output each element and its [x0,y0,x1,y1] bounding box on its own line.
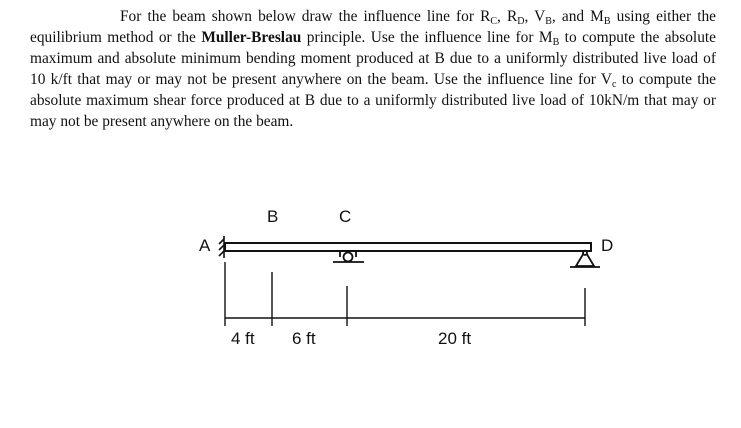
dimension-6ft: 6 ft [292,329,316,348]
problem-text-1: For the beam shown below draw the influence line for R [120,8,491,25]
label-a: A [199,236,211,255]
dimension-lines [225,262,585,326]
fixed-support-a [219,236,224,258]
roller-support-c [333,251,364,262]
subscript-vc: c [612,79,617,90]
problem-text-8: to compute the absolute maximum shear force produced at B due to a uniformly distributed live load of 10kN/m that may or may not be present anywhere on the beam. [30,71,716,130]
label-b: B [267,207,279,226]
problem-text-2: , R [497,8,518,25]
problem-text-7: to compute the absolute maximum and absolute minimum bending moment produced at B due to a uniformly distributed live load of 10 k/ft that may or may not be present anywhere on the beam. Use the influence line for V [30,29,717,88]
problem-text-6: principle. Use the influence line for M [301,29,553,46]
problem-text-5: using either the equilibrium method or the [30,8,716,46]
subscript-rc: C [490,16,498,27]
subscript-mb: B [603,16,611,27]
dimension-4ft: 4 ft [231,329,255,348]
problem-text-3: , V [524,8,546,25]
label-d: D [601,236,614,255]
dimension-20ft: 20 ft [438,329,472,348]
label-c: C [339,207,352,226]
muller-breslau-term: Muller-Breslau [201,29,302,46]
problem-text-4: , and M [551,8,604,25]
subscript-mb-2: B [552,37,560,48]
subscript-rd: D [517,16,525,27]
pin-support-d [570,251,600,267]
beam [225,243,591,251]
subscript-vb: B [545,16,552,27]
